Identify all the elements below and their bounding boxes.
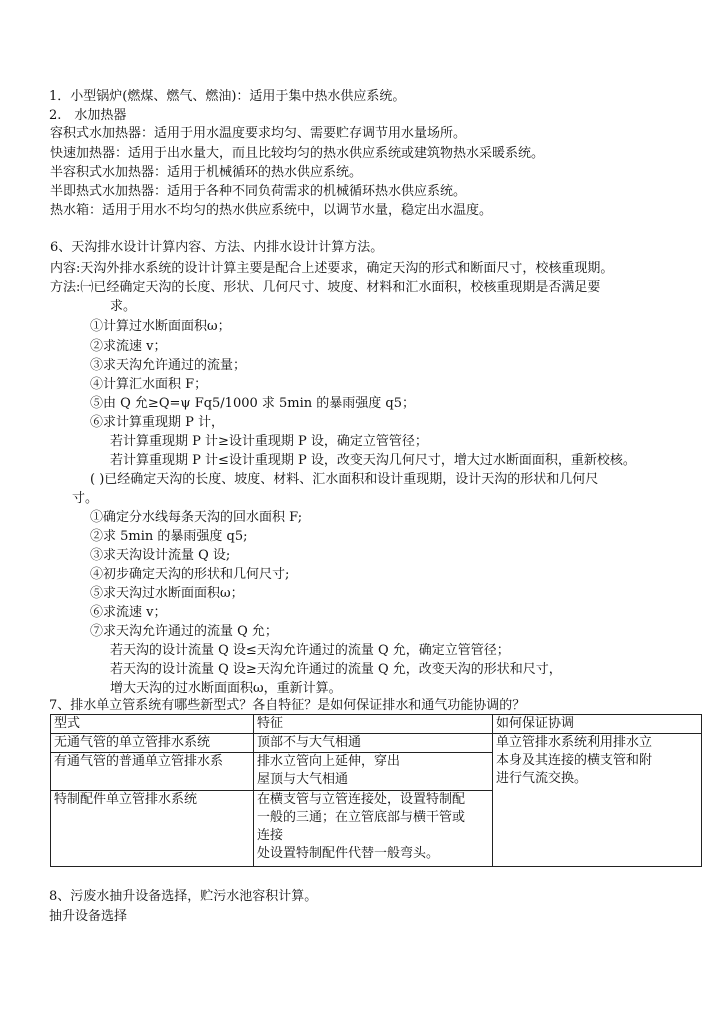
feature-line: 屋顶与大气相通 [257, 772, 349, 787]
step-b: ③求天沟设计流量 Q 设; [90, 548, 231, 563]
header-coordination: 如何保证协调 [493, 715, 702, 734]
step-a: ③求天沟允许通过的流量； [90, 358, 247, 373]
row-type: 有通气管的普通单立管排水系 [51, 753, 254, 791]
feature-line: 排水立管向上延伸，穿出 [257, 754, 401, 769]
step-b: ⑦求天沟允许通过的流量 Q 允； [90, 624, 278, 639]
method-b-line: 寸。 [72, 491, 99, 506]
step-a: ①计算过水断面面积ω； [90, 319, 231, 334]
condition-a: 若计算重现期 P 计≤设计重现期 P 设，改变天沟几何尺寸，增大过水断面面积，重新校核。 [110, 453, 636, 468]
condition-a: 若计算重现期 P 计≥设计重现期 P 设，确定立管管径； [110, 434, 428, 449]
header-type: 型式 [51, 715, 254, 734]
table-row [51, 734, 702, 753]
coordination-line: 进行气流交换。 [496, 771, 588, 786]
feature-line: 一般的三通；在立管底部与横干管或 [257, 810, 466, 825]
boiler-item: 1．小型锅炉(燃煤、燃气、燃油)：适用于集中热水供应系统。 [49, 89, 406, 104]
section8-heading: 8、污废水抽升设备选择，贮污水池容积计算。 [49, 889, 318, 904]
heater-line: 快速加热器：适用于出水量大，而且比较均匀的热水供应系统或建筑物热水采暖系统。 [50, 146, 545, 161]
step-a: ⑥求计算重现期 P 计， [90, 415, 225, 430]
section8-sub: 抽升设备选择 [49, 909, 128, 924]
condition-b: 增大天沟的过水断面面积ω，重新计算。 [110, 681, 342, 696]
step-b: ①确定分水线每条天沟的回水面积 F; [90, 510, 303, 525]
coordination-line: 本身及其连接的横支管和附 [496, 753, 653, 768]
row-type: 无通气管的单立管排水系统 [51, 734, 254, 753]
row-feature [254, 791, 493, 867]
coordination-line: 单立管排水系统利用排水立 [496, 735, 653, 750]
method-a-line: 求。 [110, 299, 137, 314]
water-heater-title: 2. 水加热器 [49, 108, 127, 123]
heater-line: 半容积式水加热器：适用于机械循环的热水供应系统。 [50, 165, 363, 180]
feature-line: 在横支管与立管连接处，设置特制配 [257, 792, 466, 807]
section7-heading: 7、排水单立管系统有哪些新型式？各自特征？是如何保证排水和通气功能协调的？ [49, 698, 526, 713]
step-a: ④计算汇水面积 F； [90, 377, 208, 392]
section6-heading: 6、天沟排水设计计算内容、方法、内排水设计计算方法。 [50, 240, 384, 255]
feature-line: 连接 [257, 828, 284, 843]
method-a-line: 方法:㈠已经确定天沟的长度、形状、几何尺寸、坡度、材料和汇水面积，校核重现期是否满足要 [50, 280, 601, 295]
step-a: ⑤由 Q 允≥Q=ψ Fq5/1000 求 5min 的暴雨强度 q5； [90, 396, 416, 411]
step-b: ②求 5min 的暴雨强度 q5; [90, 529, 248, 544]
table-header-row [51, 715, 702, 734]
condition-b: 若天沟的设计流量 Q 设≤天沟允许通过的流量 Q 允，确定立管管径； [110, 643, 510, 658]
row-type: 特制配件单立管排水系统 [51, 791, 254, 867]
row-feature: 顶部不与大气相通 [254, 734, 493, 753]
step-b: ⑥求流速 v； [90, 605, 167, 620]
heater-line: 半即热式水加热器：适用于各种不同负荷需求的机械循环热水供应系统。 [50, 184, 467, 199]
heater-line: 容积式水加热器：适用于用水温度要求均匀、需要贮存调节用水量场所。 [50, 126, 467, 141]
coordination-cell [493, 734, 702, 867]
condition-b: 若天沟的设计流量 Q 设≥天沟允许通过的流量 Q 允，改变天沟的形状和尺寸， [110, 662, 562, 677]
step-a: ②求流速 v； [90, 339, 167, 354]
feature-line: 处设置特制配件代替一般弯头。 [257, 846, 440, 861]
header-feature: 特征 [254, 715, 493, 734]
heater-line: 热水箱：适用于用水不均匀的热水供应系统中，以调节水量，稳定出水温度。 [50, 203, 493, 218]
row-feature [254, 753, 493, 791]
step-b: ④初步确定天沟的形状和几何尺寸; [90, 567, 290, 582]
method-b-line: ( )已经确定天沟的长度、坡度、材料、汇水面积和设计重现期，设计天沟的形状和几何尺 [90, 472, 599, 487]
step-b: ⑤求天沟过水断面面积ω； [90, 586, 244, 601]
single-stack-table [50, 714, 702, 867]
section6-content: 内容:天沟外排水系统的设计计算主要是配合上述要求，确定天沟的形式和断面尺寸，校核重现期。 [50, 261, 614, 276]
